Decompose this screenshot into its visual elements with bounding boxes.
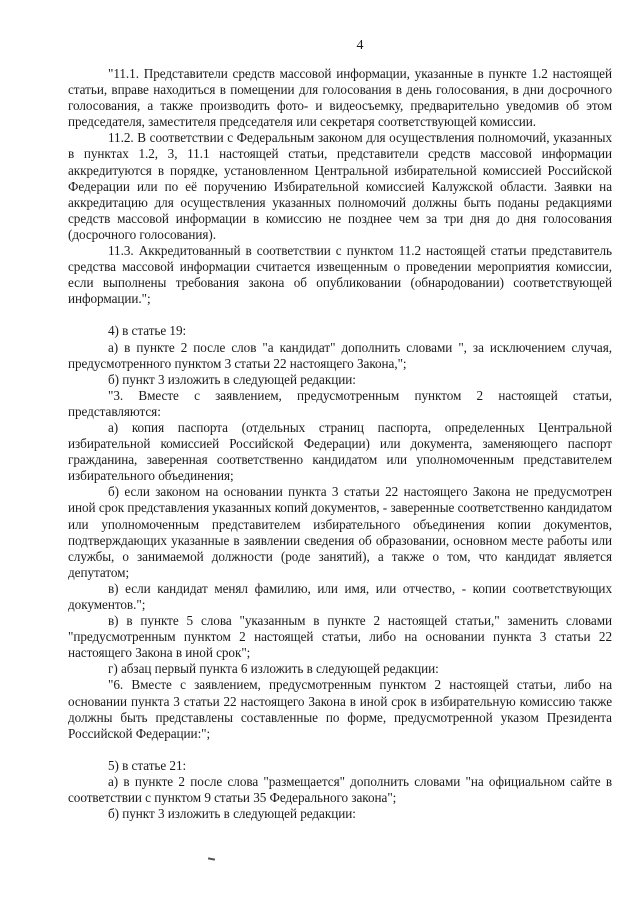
page-number: 4: [356, 38, 364, 53]
paragraph-point-6: "6. Вместе с заявлением, предусмотренным пунктом 2 настоящей статьи, либо на основании пункта 3 статьи 22 настоящего Закона в иной срок в избирательную комиссию также должны быть представлены составленные по форме, предусмотренной указом Президента Российской Федерации:";: [68, 677, 612, 741]
paragraph-11-3: 11.3. Аккредитованный в соответствии с пунктом 11.2 настоящей статьи представитель средства массовой информации считается извещенным о проведении мероприятия комиссии, если выполнены требования закона об опубликовании (обнародовании) соответствующей информации.";: [68, 243, 612, 307]
paragraph-4b: б) пункт 3 изложить в следующей редакции:: [108, 371, 356, 387]
paragraph-point-3: "3. Вместе с заявлением, предусмотренным пунктом 2 настоящей статьи, представляются:: [68, 387, 612, 419]
section-gap: [68, 307, 612, 323]
paragraph-5b: б) пункт 3 изложить в следующей редакции:: [108, 806, 356, 822]
paragraph-4v: в) в пункте 5 слова "указанным в пункте 2 настоящей статьи," заменить словами "предусмотренным пунктом 2 настоящей статьи, либо на основании пункта 3 статьи 22 настоящего Закона в иной срок";: [68, 613, 612, 661]
paragraph-5a: а) в пункте 2 после слова "размещается" дополнить словами "на официальном сайте в соответствии с пунктом 9 статьи 35 Федерального закона";: [68, 773, 612, 806]
paragraph-4g: г) абзац первый пункта 6 изложить в следующей редакции:: [108, 661, 439, 677]
paragraph-point-3a: а) копия паспорта (отдельных страниц паспорта, определенных Центральной избирательной комиссией Российской Федерации) или документа, заменяющего паспорт гражданина, заверенная соответственно кандидатом или уполномоченным представителем избирательного объединения;: [68, 419, 612, 484]
section-gap: [68, 742, 612, 758]
paragraph-point-3b: б) если законом на основании пункта 3 статьи 22 настоящего Закона не предусмотрен иной срок представления указанных копий документов, - заверенные соответственно кандидатом или уполномоченным представителем избирательного объединения копии документов, подтверждающих указанные в заявлении сведения об образовании, основном месте работы или службы, о занимаемой должности (роде занятий), а также о том, что кандидат является депутатом;: [68, 484, 612, 580]
paragraph-item-4: 4) в статье 19:: [108, 323, 187, 339]
paragraph-item-5: 5) в статье 21:: [108, 757, 187, 773]
scan-speck: [208, 857, 215, 860]
paragraph-11-1: "11.1. Представители средств массовой информации, указанные в пункте 1.2 настоящей статьи, вправе находиться в помещении для голосования в день голосования, в дни досрочного голосования, а также производить фото- и видеосъемку, предварительно уведомив об этом председателя, заместителя председателя или секретаря соответствующей комиссии.: [68, 66, 612, 130]
paragraph-11-2: 11.2. В соответствии с Федеральным законом для осуществления полномочий, указанных в пунктах 1.2, 3, 11.1 настоящей статьи, представители средств массовой информации аккредитуются в порядке, установленном Центральной избирательной комиссией Российской Федерации или по её поручению Избирательной комиссией Калужской области. Заявки на аккредитацию для осуществления указанных полномочий должны быть поданы редакциями средств массовой информации в комиссию не позднее чем за три дня до дня голосования (досрочного голосования).: [68, 130, 612, 242]
paragraph-4a: а) в пункте 2 после слов "а кандидат" дополнить словами ", за исключением случая, предусмотренного пунктом 3 статьи 22 настоящего Закона,";: [68, 339, 612, 371]
paragraph-point-3v: в) если кандидат менял фамилию, или имя, или отчество, - копии соответствующих документов.";: [68, 580, 612, 612]
